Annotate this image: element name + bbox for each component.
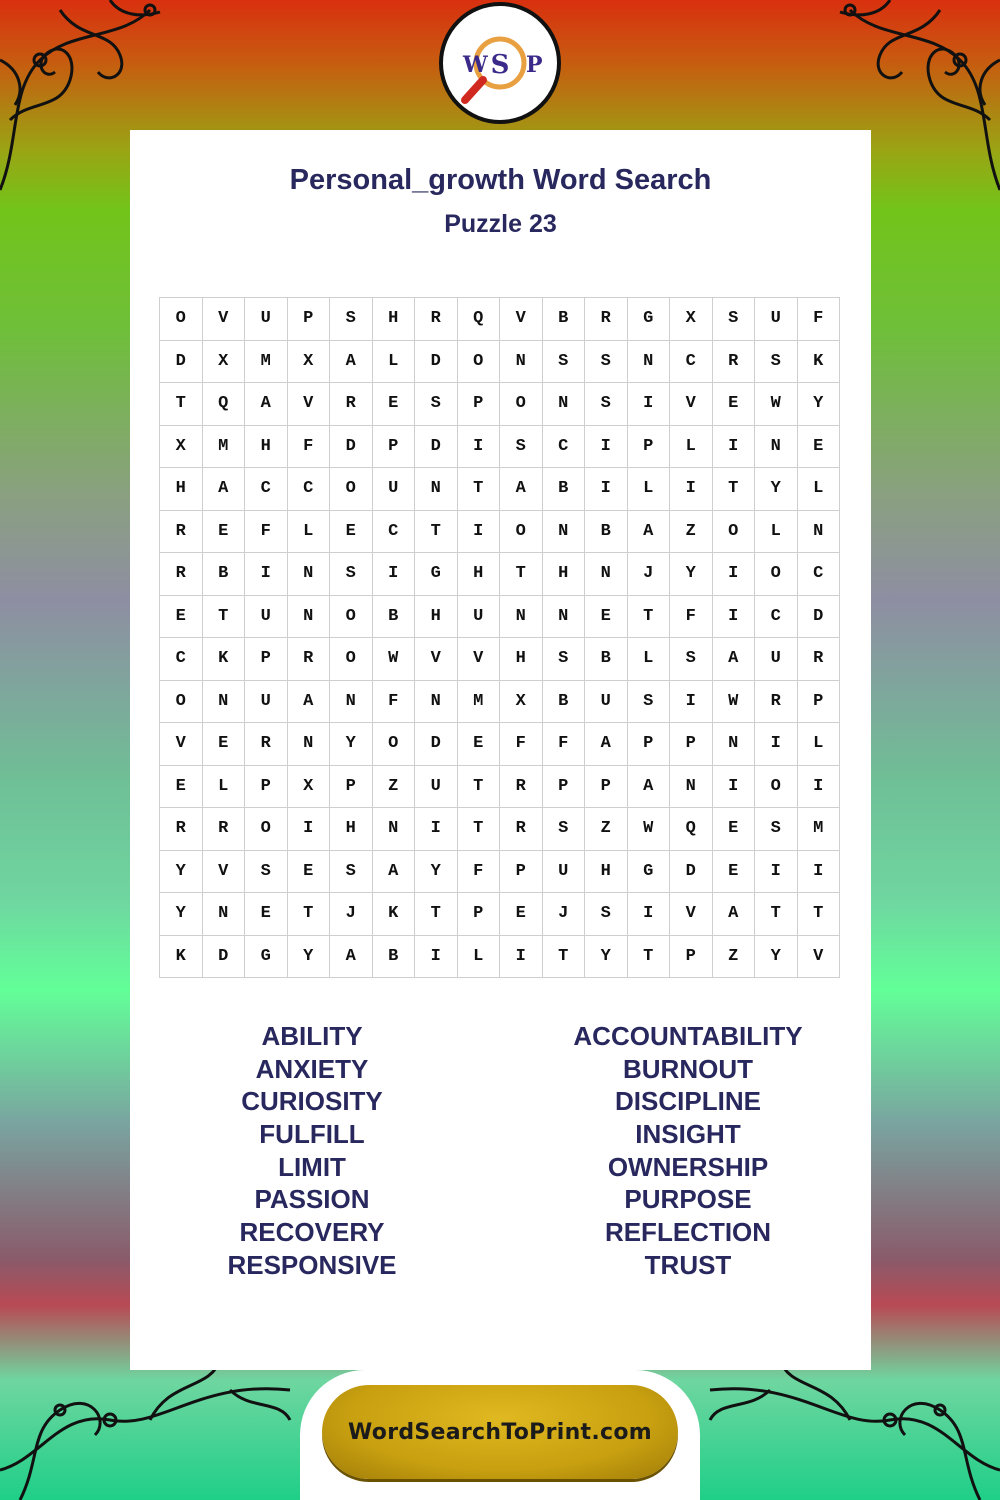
grid-cell[interactable]: F	[798, 298, 841, 341]
word-item: REFLECTION	[604, 1217, 772, 1248]
grid-cell[interactable]: H	[330, 808, 373, 851]
grid-cell[interactable]: Y	[330, 723, 373, 766]
grid-cell[interactable]: N	[543, 596, 586, 639]
grid-cell[interactable]: R	[500, 766, 543, 809]
grid-cell[interactable]: N	[203, 681, 246, 724]
grid-cell[interactable]: N	[373, 808, 416, 851]
puzzle-sheet	[130, 130, 871, 1370]
grid-cell[interactable]: E	[160, 596, 203, 639]
grid-cell[interactable]: J	[628, 553, 671, 596]
grid-cell[interactable]: A	[288, 681, 331, 724]
grid-cell[interactable]: A	[713, 638, 756, 681]
grid-cell[interactable]: P	[543, 766, 586, 809]
grid-cell[interactable]: E	[500, 893, 543, 936]
grid-cell[interactable]: N	[628, 341, 671, 384]
site-banner[interactable]	[322, 1385, 678, 1479]
grid-cell[interactable]: Y	[585, 936, 628, 979]
grid-cell[interactable]: L	[203, 766, 246, 809]
grid-cell[interactable]: D	[798, 596, 841, 639]
grid-cell[interactable]: K	[798, 341, 841, 384]
grid-cell[interactable]: H	[458, 553, 501, 596]
grid-cell[interactable]: I	[288, 808, 331, 851]
grid-cell[interactable]: V	[500, 298, 543, 341]
grid-cell[interactable]: F	[543, 723, 586, 766]
grid-cell[interactable]: P	[373, 426, 416, 469]
grid-cell[interactable]: H	[373, 298, 416, 341]
grid-cell[interactable]: I	[458, 511, 501, 554]
grid-cell[interactable]: U	[755, 638, 798, 681]
grid-cell[interactable]: Y	[755, 936, 798, 979]
grid-cell[interactable]: N	[203, 893, 246, 936]
grid-cell[interactable]: I	[373, 553, 416, 596]
grid-cell[interactable]: E	[160, 766, 203, 809]
grid-cell[interactable]: I	[713, 766, 756, 809]
grid-cell[interactable]: R	[160, 511, 203, 554]
grid-cell[interactable]: V	[670, 893, 713, 936]
grid-cell[interactable]: R	[288, 638, 331, 681]
grid-cell[interactable]: Z	[713, 936, 756, 979]
grid-cell[interactable]: U	[415, 766, 458, 809]
grid-cell[interactable]: Q	[203, 383, 246, 426]
word-item: FULFILL	[259, 1119, 365, 1150]
grid-cell[interactable]: I	[458, 426, 501, 469]
grid-cell[interactable]: P	[458, 383, 501, 426]
grid-cell[interactable]: R	[755, 681, 798, 724]
grid-cell[interactable]: L	[458, 936, 501, 979]
grid-cell[interactable]: O	[500, 511, 543, 554]
grid-cell[interactable]: V	[288, 383, 331, 426]
grid-cell[interactable]: N	[755, 426, 798, 469]
grid-cell[interactable]: I	[585, 468, 628, 511]
grid-cell[interactable]: I	[670, 468, 713, 511]
grid-cell[interactable]: Y	[160, 893, 203, 936]
grid-cell[interactable]: V	[458, 638, 501, 681]
grid-cell[interactable]: P	[330, 766, 373, 809]
wsp-logo	[439, 2, 561, 124]
grid-cell[interactable]: S	[585, 383, 628, 426]
word-item: LIMIT	[278, 1151, 346, 1182]
grid-cell[interactable]: E	[713, 851, 756, 894]
grid-cell[interactable]: O	[160, 298, 203, 341]
grid-cell[interactable]: Q	[458, 298, 501, 341]
grid-cell[interactable]: N	[585, 553, 628, 596]
grid-cell[interactable]: U	[245, 681, 288, 724]
grid-cell[interactable]: T	[628, 596, 671, 639]
grid-cell[interactable]: G	[415, 553, 458, 596]
grid-cell[interactable]: V	[203, 851, 246, 894]
grid-cell[interactable]: S	[755, 808, 798, 851]
grid-cell[interactable]: W	[373, 638, 416, 681]
grid-cell[interactable]: I	[713, 426, 756, 469]
logo-letter-w: W	[463, 52, 488, 78]
grid-cell[interactable]: O	[755, 553, 798, 596]
grid-cell[interactable]: S	[330, 298, 373, 341]
grid-cell[interactable]: N	[330, 681, 373, 724]
grid-cell[interactable]: E	[458, 723, 501, 766]
grid-cell[interactable]: M	[458, 681, 501, 724]
grid-cell[interactable]: P	[798, 681, 841, 724]
word-item: RECOVERY	[239, 1217, 385, 1248]
grid-cell[interactable]: F	[670, 596, 713, 639]
grid-cell[interactable]: B	[543, 468, 586, 511]
grid-cell[interactable]: W	[755, 383, 798, 426]
grid-cell[interactable]: U	[245, 596, 288, 639]
grid-cell[interactable]: T	[458, 766, 501, 809]
grid-cell[interactable]: I	[755, 851, 798, 894]
grid-cell[interactable]: E	[330, 511, 373, 554]
grid-cell[interactable]: L	[798, 468, 841, 511]
grid-cell[interactable]: F	[373, 681, 416, 724]
grid-cell[interactable]: T	[458, 468, 501, 511]
puzzle-number: Puzzle 23	[444, 210, 557, 238]
grid-cell[interactable]: P	[458, 893, 501, 936]
grid-cell[interactable]: T	[160, 383, 203, 426]
grid-cell[interactable]: R	[160, 553, 203, 596]
site-url[interactable]: WordSearchToPrint.com	[348, 1419, 652, 1445]
grid-cell[interactable]: Y	[415, 851, 458, 894]
grid-cell[interactable]: U	[458, 596, 501, 639]
grid-cell[interactable]: B	[585, 511, 628, 554]
grid-cell[interactable]: A	[713, 893, 756, 936]
grid-cell[interactable]: Y	[798, 383, 841, 426]
word-item: TRUST	[644, 1249, 732, 1280]
grid-cell[interactable]: A	[373, 851, 416, 894]
grid-cell[interactable]: T	[288, 893, 331, 936]
grid-cell[interactable]: L	[628, 468, 671, 511]
grid-cell[interactable]: I	[670, 681, 713, 724]
grid-cell[interactable]: G	[628, 851, 671, 894]
grid-cell[interactable]: O	[160, 681, 203, 724]
grid-cell[interactable]: D	[203, 936, 246, 979]
letter-grid	[159, 297, 840, 978]
grid-cell[interactable]: E	[203, 511, 246, 554]
grid-cell[interactable]: P	[628, 426, 671, 469]
grid-cell[interactable]: F	[288, 426, 331, 469]
grid-cell[interactable]: T	[713, 468, 756, 511]
grid-cell[interactable]: S	[670, 638, 713, 681]
grid-cell[interactable]: N	[288, 553, 331, 596]
grid-cell[interactable]: S	[543, 341, 586, 384]
grid-cell[interactable]: R	[798, 638, 841, 681]
grid-cell[interactable]: I	[585, 426, 628, 469]
grid-cell[interactable]: I	[415, 936, 458, 979]
word-item: ANXIETY	[255, 1053, 369, 1084]
grid-cell[interactable]: R	[245, 723, 288, 766]
grid-cell[interactable]: D	[415, 723, 458, 766]
word-list-left	[128, 1020, 496, 1282]
grid-cell[interactable]: T	[415, 893, 458, 936]
grid-cell[interactable]: C	[798, 553, 841, 596]
grid-cell[interactable]: S	[245, 851, 288, 894]
grid-cell[interactable]: S	[330, 553, 373, 596]
grid-cell[interactable]: B	[543, 298, 586, 341]
grid-cell[interactable]: E	[713, 383, 756, 426]
grid-cell[interactable]: G	[245, 936, 288, 979]
grid-cell[interactable]: X	[670, 298, 713, 341]
grid-cell[interactable]: V	[798, 936, 841, 979]
grid-cell[interactable]: P	[585, 766, 628, 809]
grid-cell[interactable]: P	[670, 723, 713, 766]
logo-letter-s: S	[490, 50, 510, 80]
grid-cell[interactable]: R	[415, 298, 458, 341]
grid-cell[interactable]: A	[628, 511, 671, 554]
grid-cell[interactable]: B	[585, 638, 628, 681]
grid-cell[interactable]: H	[160, 468, 203, 511]
grid-cell[interactable]: T	[500, 553, 543, 596]
word-item: CURIOSITY	[241, 1086, 383, 1117]
grid-cell[interactable]: K	[373, 893, 416, 936]
grid-cell[interactable]: U	[543, 851, 586, 894]
grid-cell[interactable]: N	[670, 766, 713, 809]
word-item: DISCIPLINE	[615, 1086, 761, 1117]
grid-cell[interactable]: N	[713, 723, 756, 766]
grid-cell[interactable]: N	[500, 341, 543, 384]
grid-cell[interactable]: E	[798, 426, 841, 469]
grid-cell[interactable]: M	[798, 808, 841, 851]
grid-cell[interactable]: D	[415, 426, 458, 469]
grid-cell[interactable]: F	[458, 851, 501, 894]
grid-cell[interactable]: W	[713, 681, 756, 724]
grid-cell[interactable]: V	[203, 298, 246, 341]
grid-cell[interactable]: A	[245, 383, 288, 426]
grid-cell[interactable]: U	[585, 681, 628, 724]
grid-cell[interactable]: L	[628, 638, 671, 681]
grid-cell[interactable]: Z	[585, 808, 628, 851]
grid-cell[interactable]: R	[713, 341, 756, 384]
magnifier-handle-icon	[465, 80, 483, 100]
grid-cell[interactable]: D	[670, 851, 713, 894]
grid-cell[interactable]: N	[415, 468, 458, 511]
grid-cell[interactable]: Y	[670, 553, 713, 596]
grid-cell[interactable]: H	[543, 553, 586, 596]
grid-cell[interactable]: E	[585, 596, 628, 639]
grid-cell[interactable]: A	[585, 723, 628, 766]
grid-cell[interactable]: O	[500, 383, 543, 426]
grid-cell[interactable]: K	[203, 638, 246, 681]
grid-cell[interactable]: S	[628, 681, 671, 724]
grid-cell[interactable]: R	[500, 808, 543, 851]
grid-cell[interactable]: Z	[373, 766, 416, 809]
grid-cell[interactable]: I	[713, 553, 756, 596]
grid-cell[interactable]: O	[713, 511, 756, 554]
grid-cell[interactable]: I	[628, 893, 671, 936]
grid-cell[interactable]: W	[628, 808, 671, 851]
grid-cell[interactable]: D	[415, 341, 458, 384]
grid-cell[interactable]: X	[500, 681, 543, 724]
grid-cell[interactable]: O	[373, 723, 416, 766]
grid-cell[interactable]: O	[330, 596, 373, 639]
grid-cell[interactable]: K	[160, 936, 203, 979]
grid-cell[interactable]: C	[288, 468, 331, 511]
grid-cell[interactable]: P	[245, 766, 288, 809]
grid-cell[interactable]: S	[330, 851, 373, 894]
word-item: RESPONSIVE	[227, 1249, 397, 1280]
grid-cell[interactable]: U	[245, 298, 288, 341]
grid-cell[interactable]: N	[543, 511, 586, 554]
grid-cell[interactable]: X	[288, 766, 331, 809]
grid-cell[interactable]: T	[458, 808, 501, 851]
grid-cell[interactable]: F	[500, 723, 543, 766]
word-item: PASSION	[254, 1184, 370, 1215]
grid-cell[interactable]: S	[585, 341, 628, 384]
grid-cell[interactable]: I	[798, 766, 841, 809]
word-item: BURNOUT	[623, 1053, 753, 1084]
grid-cell[interactable]: G	[628, 298, 671, 341]
grid-cell[interactable]: S	[543, 638, 586, 681]
grid-cell[interactable]: I	[755, 723, 798, 766]
grid-cell[interactable]: E	[288, 851, 331, 894]
grid-cell[interactable]: S	[755, 341, 798, 384]
grid-cell[interactable]: I	[628, 383, 671, 426]
grid-cell[interactable]: N	[798, 511, 841, 554]
grid-cell[interactable]: I	[415, 808, 458, 851]
grid-cell[interactable]: H	[500, 638, 543, 681]
grid-cell[interactable]: X	[288, 341, 331, 384]
puzzle-title: Personal_growth Word Search	[289, 164, 712, 196]
grid-cell[interactable]: T	[798, 893, 841, 936]
grid-cell[interactable]: D	[160, 341, 203, 384]
word-item: OWNERSHIP	[607, 1151, 769, 1182]
grid-cell[interactable]: X	[160, 426, 203, 469]
grid-cell[interactable]: M	[203, 426, 246, 469]
grid-cell[interactable]: S	[543, 808, 586, 851]
grid-cell[interactable]: O	[755, 766, 798, 809]
grid-cell[interactable]: E	[373, 383, 416, 426]
grid-cell[interactable]: H	[415, 596, 458, 639]
grid-cell[interactable]: C	[245, 468, 288, 511]
grid-cell[interactable]: Y	[160, 851, 203, 894]
grid-cell[interactable]: M	[245, 341, 288, 384]
word-item: PURPOSE	[624, 1184, 752, 1215]
grid-cell[interactable]: B	[373, 936, 416, 979]
grid-cell[interactable]: H	[585, 851, 628, 894]
grid-cell[interactable]: L	[798, 723, 841, 766]
grid-cell[interactable]: E	[713, 808, 756, 851]
grid-cell[interactable]: O	[330, 638, 373, 681]
grid-cell[interactable]: B	[543, 681, 586, 724]
grid-cell[interactable]: O	[245, 808, 288, 851]
grid-cell[interactable]: R	[203, 808, 246, 851]
grid-cell[interactable]: C	[670, 341, 713, 384]
grid-cell[interactable]: N	[500, 596, 543, 639]
grid-cell[interactable]: E	[245, 893, 288, 936]
word-list-right	[503, 1020, 873, 1282]
grid-cell[interactable]: S	[585, 893, 628, 936]
grid-cell[interactable]: T	[543, 936, 586, 979]
grid-cell[interactable]: C	[160, 638, 203, 681]
grid-cell[interactable]: B	[203, 553, 246, 596]
grid-cell[interactable]: U	[373, 468, 416, 511]
grid-cell[interactable]: I	[713, 596, 756, 639]
word-item: ACCOUNTABILITY	[573, 1021, 803, 1051]
logo-letter-p: P	[526, 52, 543, 78]
grid-cell[interactable]: N	[543, 383, 586, 426]
grid-cell[interactable]: J	[543, 893, 586, 936]
grid-cell[interactable]: N	[415, 681, 458, 724]
grid-cell[interactable]: U	[755, 298, 798, 341]
grid-cell[interactable]: T	[203, 596, 246, 639]
grid-cell[interactable]: I	[245, 553, 288, 596]
grid-cell[interactable]: P	[245, 638, 288, 681]
grid-cell[interactable]: Q	[670, 808, 713, 851]
grid-cell[interactable]: R	[160, 808, 203, 851]
grid-cell[interactable]: P	[500, 851, 543, 894]
grid-cell[interactable]: A	[628, 766, 671, 809]
grid-cell[interactable]: T	[415, 511, 458, 554]
grid-cell[interactable]: A	[203, 468, 246, 511]
grid-cell[interactable]: D	[330, 426, 373, 469]
grid-cell[interactable]: A	[500, 468, 543, 511]
grid-cell[interactable]: V	[670, 383, 713, 426]
grid-cell[interactable]: T	[755, 893, 798, 936]
grid-cell[interactable]: S	[415, 383, 458, 426]
grid-cell[interactable]: X	[203, 341, 246, 384]
grid-cell[interactable]: L	[373, 341, 416, 384]
grid-cell[interactable]: N	[288, 723, 331, 766]
grid-cell[interactable]: L	[755, 511, 798, 554]
word-item: INSIGHT	[635, 1119, 741, 1150]
grid-cell[interactable]: P	[670, 936, 713, 979]
grid-cell[interactable]: C	[373, 511, 416, 554]
grid-cell[interactable]: S	[713, 298, 756, 341]
grid-cell[interactable]: L	[670, 426, 713, 469]
grid-cell[interactable]: P	[628, 723, 671, 766]
grid-cell[interactable]: T	[628, 936, 671, 979]
grid-cell[interactable]: Y	[755, 468, 798, 511]
grid-cell[interactable]: C	[755, 596, 798, 639]
grid-cell[interactable]: A	[330, 341, 373, 384]
grid-cell[interactable]: I	[798, 851, 841, 894]
grid-cell[interactable]: Y	[288, 936, 331, 979]
grid-cell[interactable]: A	[330, 936, 373, 979]
grid-cell[interactable]: R	[585, 298, 628, 341]
grid-cell[interactable]: S	[500, 426, 543, 469]
grid-cell[interactable]: V	[160, 723, 203, 766]
grid-cell[interactable]: I	[500, 936, 543, 979]
word-item: ABILITY	[261, 1021, 363, 1051]
grid-cell[interactable]: O	[330, 468, 373, 511]
grid-cell[interactable]: F	[245, 511, 288, 554]
grid-cell[interactable]: L	[288, 511, 331, 554]
grid-cell[interactable]: B	[373, 596, 416, 639]
grid-cell[interactable]: C	[543, 426, 586, 469]
grid-cell[interactable]: P	[288, 298, 331, 341]
grid-cell[interactable]: O	[458, 341, 501, 384]
grid-cell[interactable]: H	[245, 426, 288, 469]
grid-cell[interactable]: N	[288, 596, 331, 639]
grid-cell[interactable]: Z	[670, 511, 713, 554]
grid-cell[interactable]: R	[330, 383, 373, 426]
grid-cell[interactable]: V	[415, 638, 458, 681]
grid-cell[interactable]: E	[203, 723, 246, 766]
grid-cell[interactable]: J	[330, 893, 373, 936]
